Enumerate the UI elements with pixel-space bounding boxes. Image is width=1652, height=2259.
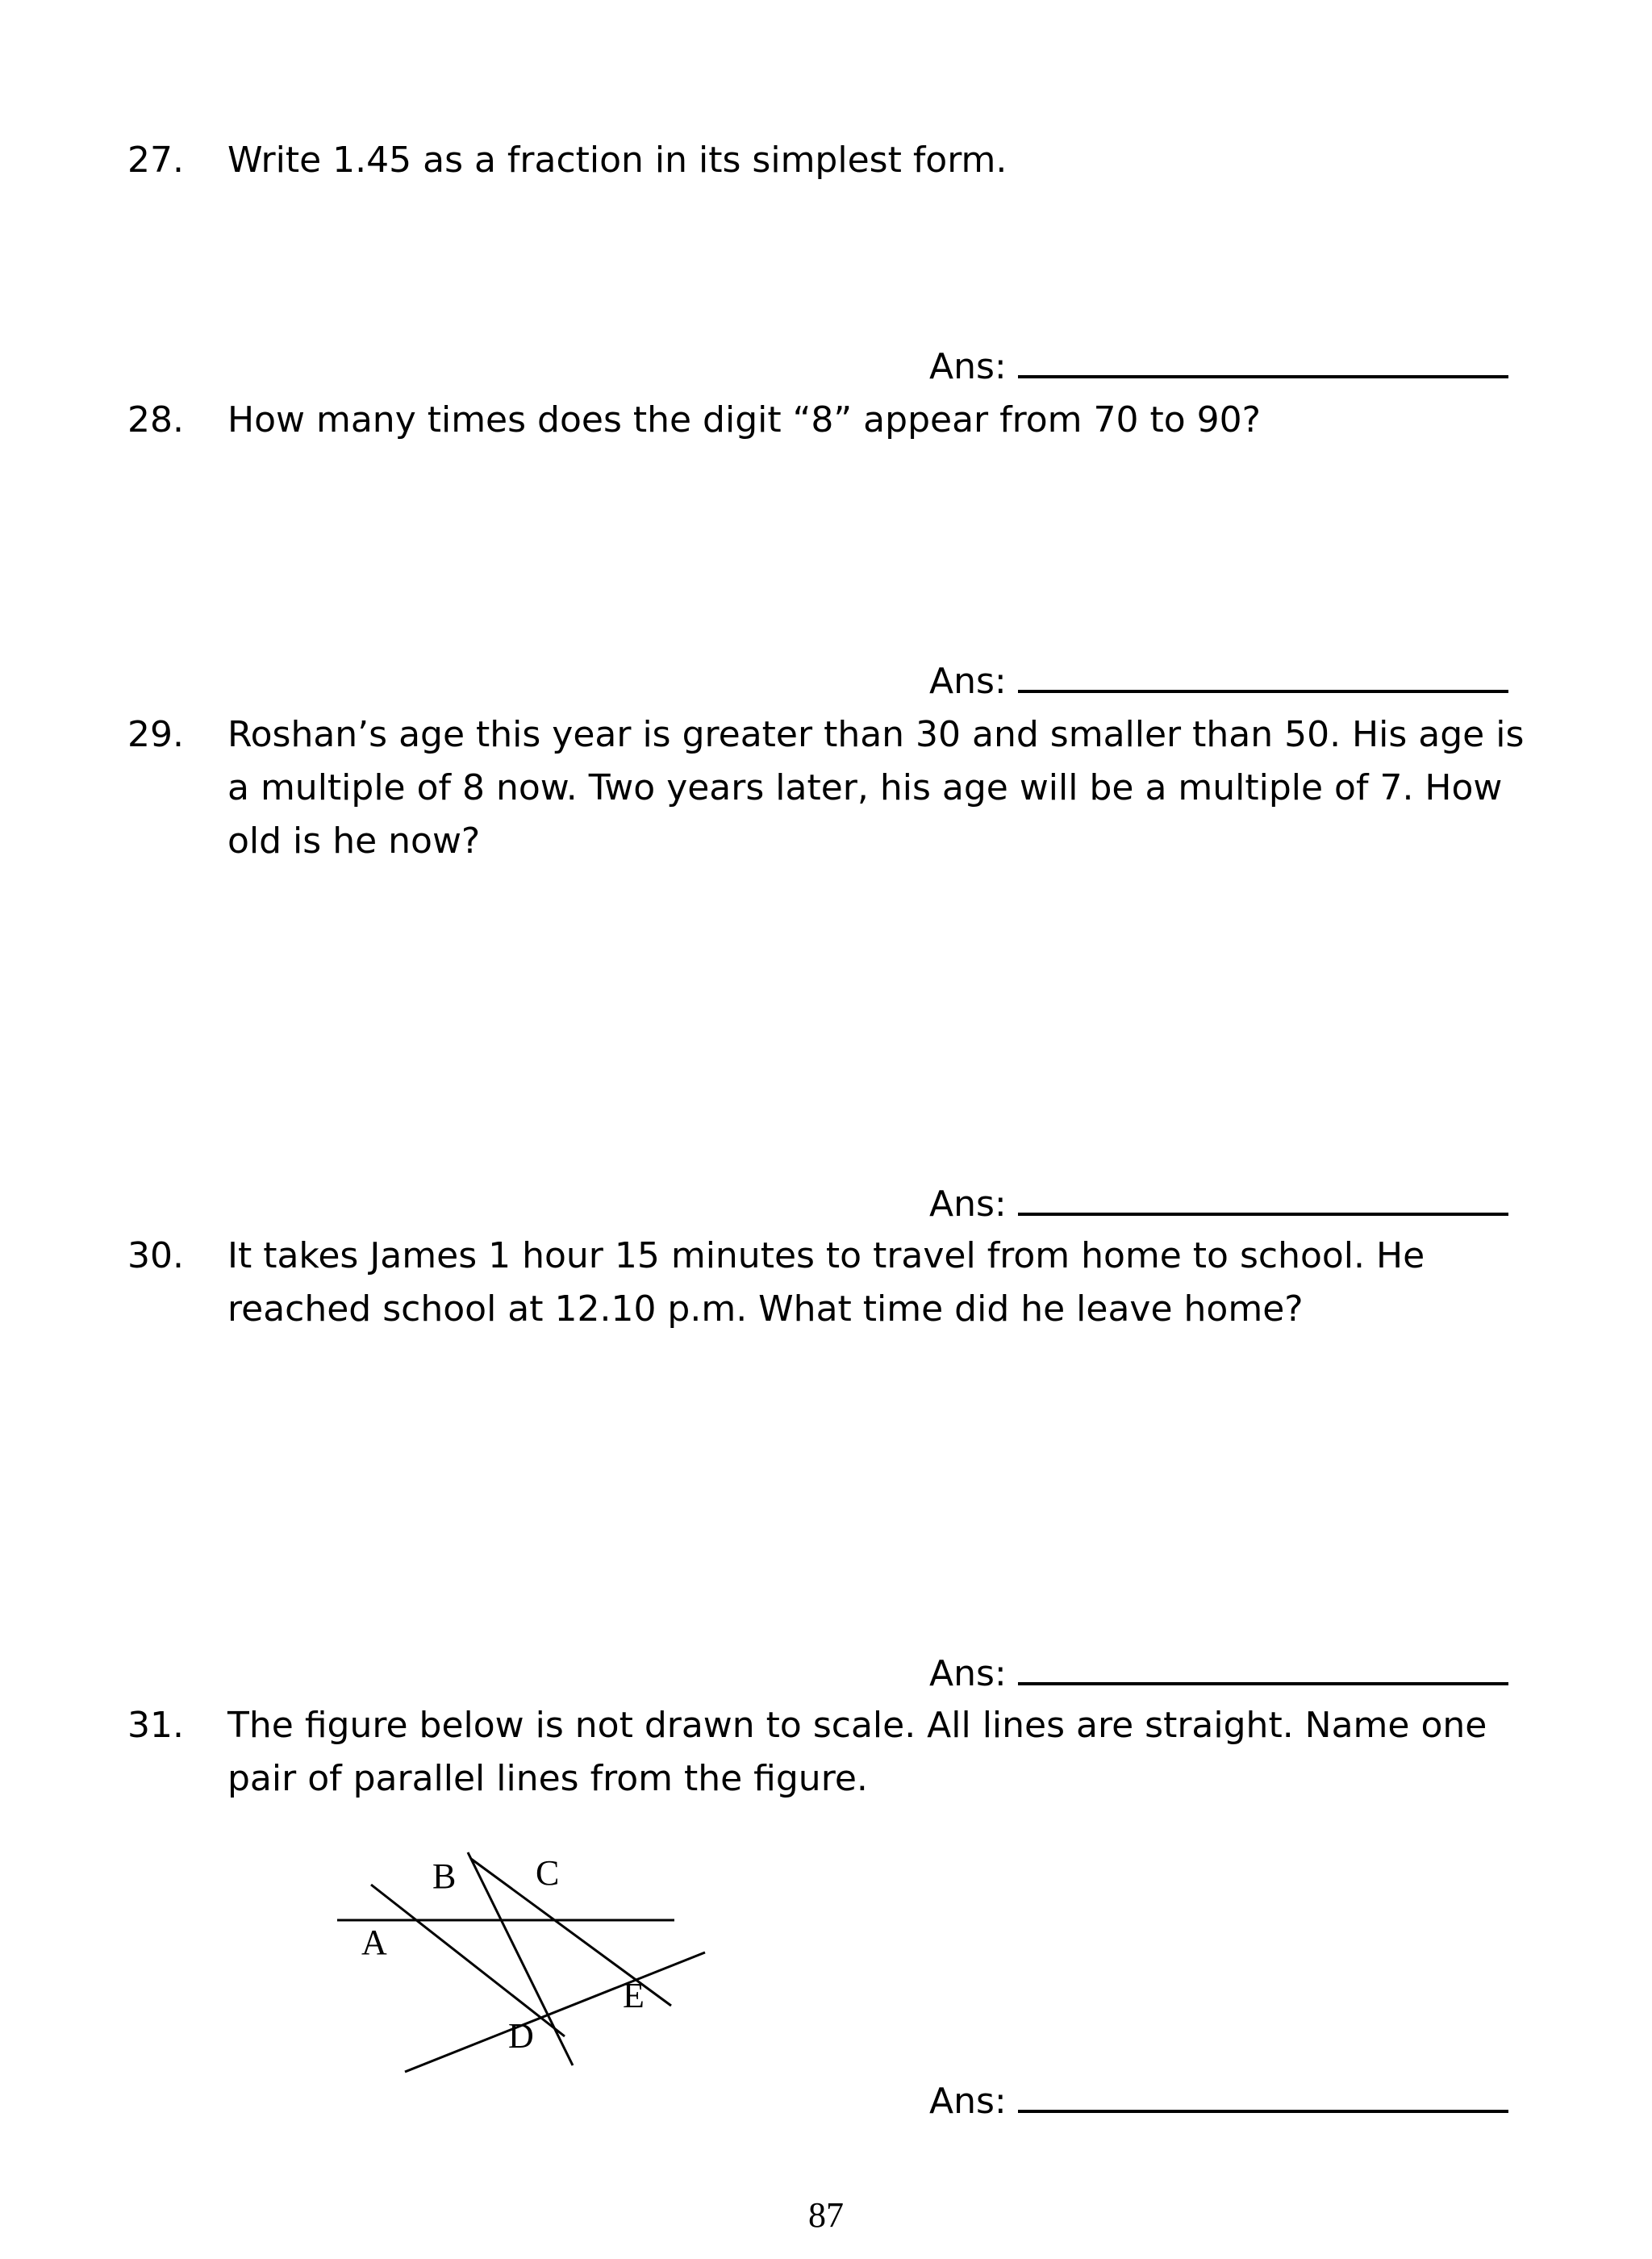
answer-31-blank[interactable] (1018, 2077, 1508, 2113)
answer-31 (929, 2075, 1508, 2128)
label-d: D (508, 2016, 534, 2056)
question-29-text (227, 708, 1525, 868)
page-number: 87 (808, 2195, 844, 2235)
answer-28 (929, 655, 1508, 708)
answer-label: Ans: (929, 2081, 1007, 2122)
answer-30-blank[interactable] (1018, 1650, 1508, 1685)
question-31-line-1: The figure below is not drawn to scale. All lines are straight. Name one (227, 1705, 1487, 1746)
question-27-number: 27. (127, 140, 184, 181)
answer-27 (929, 340, 1508, 394)
label-c: C (536, 1853, 560, 1893)
question-27-text (227, 134, 1518, 187)
question-29-number: 29. (127, 714, 184, 755)
question-28-number: 28. (127, 399, 184, 441)
answer-label: Ans: (929, 661, 1007, 702)
answer-29-blank[interactable] (1018, 1180, 1508, 1216)
question-28-line-1: How many times does the digit “8” appear from 70 to 90? (227, 399, 1261, 441)
line-d-e (405, 1952, 705, 2072)
answer-label: Ans: (929, 1184, 1007, 1225)
question-29-line-2: a multiple of 8 now. Two years later, his age will be a multiple of 7. How (227, 767, 1503, 808)
answer-28-blank[interactable] (1018, 658, 1508, 693)
question-27-line-1: Write 1.45 as a fraction in its simplest form. (227, 140, 1007, 181)
label-e: E (623, 1976, 645, 2015)
question-30-line-2: reached school at 12.10 p.m. What time did he leave home? (227, 1288, 1304, 1330)
question-29-line-1: Roshan’s age this year is greater than 30 and smaller than 50. His age is (227, 714, 1525, 755)
answer-27-blank[interactable] (1018, 343, 1508, 378)
question-30-text (227, 1230, 1518, 1336)
answer-label: Ans: (929, 346, 1007, 387)
answer-29 (929, 1178, 1508, 1231)
question-31-line-2: pair of parallel lines from the figure. (227, 1758, 868, 1799)
question-29-line-3: old is he now? (227, 821, 481, 862)
question-31-text (227, 1699, 1518, 1806)
answer-label: Ans: (929, 1653, 1007, 1694)
question-30-number: 30. (127, 1235, 184, 1276)
question-28-text (227, 394, 1518, 447)
question-31-number: 31. (127, 1705, 184, 1746)
label-a: A (361, 1923, 387, 1962)
parallel-lines-figure (323, 1823, 726, 2082)
question-30-line-1: It takes James 1 hour 15 minutes to travel from home to school. He (227, 1235, 1425, 1276)
label-b: B (432, 1856, 457, 1896)
answer-30 (929, 1647, 1508, 1701)
